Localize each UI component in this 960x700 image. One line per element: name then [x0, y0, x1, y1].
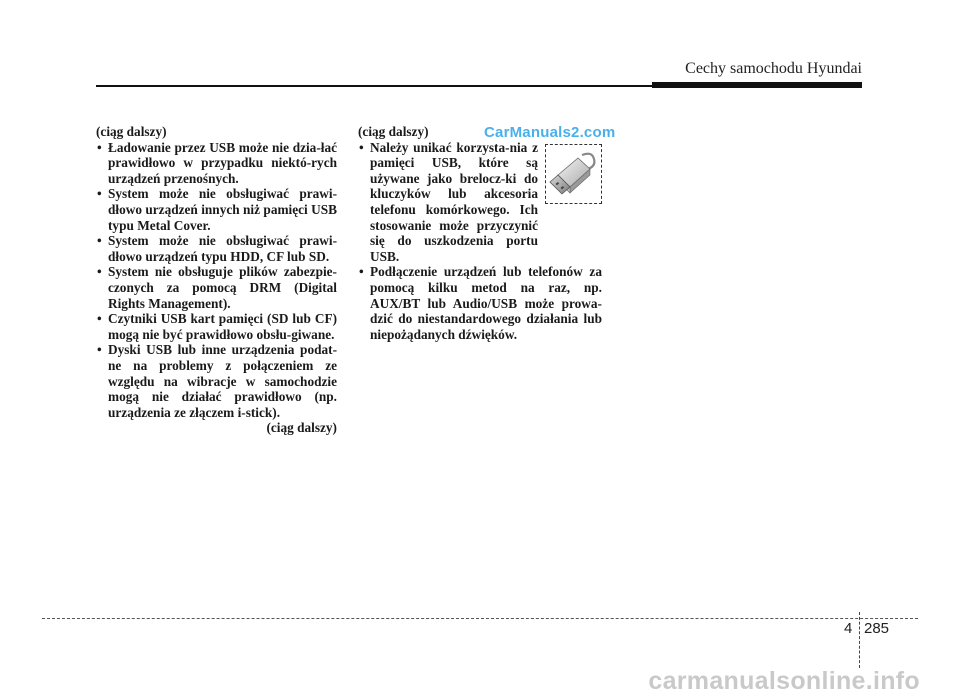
- page-number: 285: [864, 620, 890, 637]
- list-item: • Ładowanie przez USB może nie dzia-łać prawidłowo w przypadku niektó-rych urządzeń przenośnych.: [96, 140, 337, 187]
- list-item: • Czytniki USB kart pamięci (SD lub CF) mogą nie być prawidłowo obsłu-giwane.: [96, 311, 337, 342]
- list-item: • Należy unikać korzysta-nia z pamięci USB, które są używane jako brelocz-ki do kluczyków lub akcesoria telefonu komórkowego. Ich stosowanie może przyczynić się do uszkodzenia portu USB.: [358, 140, 538, 265]
- header-bar: [652, 82, 862, 88]
- header-rule: [96, 85, 652, 87]
- continued-label-top-right: (ciąg dalszy): [358, 124, 429, 139]
- usb-flash-drive-icon: [545, 144, 602, 204]
- left-column: [96, 124, 337, 436]
- page-header-title: Cechy samochodu Hyundai: [685, 60, 862, 77]
- list-item: • System może nie obsługiwać prawi-dłowo urządzeń innych niż pamięci USB typu Metal Cover.: [96, 186, 337, 233]
- watermark-carmanuals: CarManuals2.com: [484, 124, 616, 141]
- left-bullet-list: [96, 140, 337, 421]
- list-item: • System nie obsługuje plików zabezpie-czonych za pomocą DRM (Digital Rights Management).: [96, 264, 337, 311]
- footer-rule: [42, 618, 918, 619]
- list-item: • System może nie obsługiwać prawi-dłowo urządzeń typu HDD, CF lub SD.: [96, 233, 337, 264]
- footer-divider: [859, 612, 860, 668]
- list-item: • Dyski USB lub inne urządzenia podat-ne na problemy z połączeniem ze względu na wibracje w samochodzie mogą nie działać prawidłowo (np. urządzenia ze złączem i-stick).: [96, 342, 337, 420]
- watermark-carmanualsonline: carmanualsonline.info: [648, 667, 920, 695]
- list-item: • Podłączenie urządzeń lub telefonów za pomocą kilku metod na raz, np. AUX/BT lub Audio/USB może prowa-dzić do niestandardowego działania lub niepożądanych dźwięków.: [358, 264, 602, 342]
- continued-label-bottom-left: (ciąg dalszy): [266, 420, 337, 436]
- chapter-number: 4: [844, 620, 853, 637]
- continued-label-top-left: (ciąg dalszy): [96, 124, 167, 139]
